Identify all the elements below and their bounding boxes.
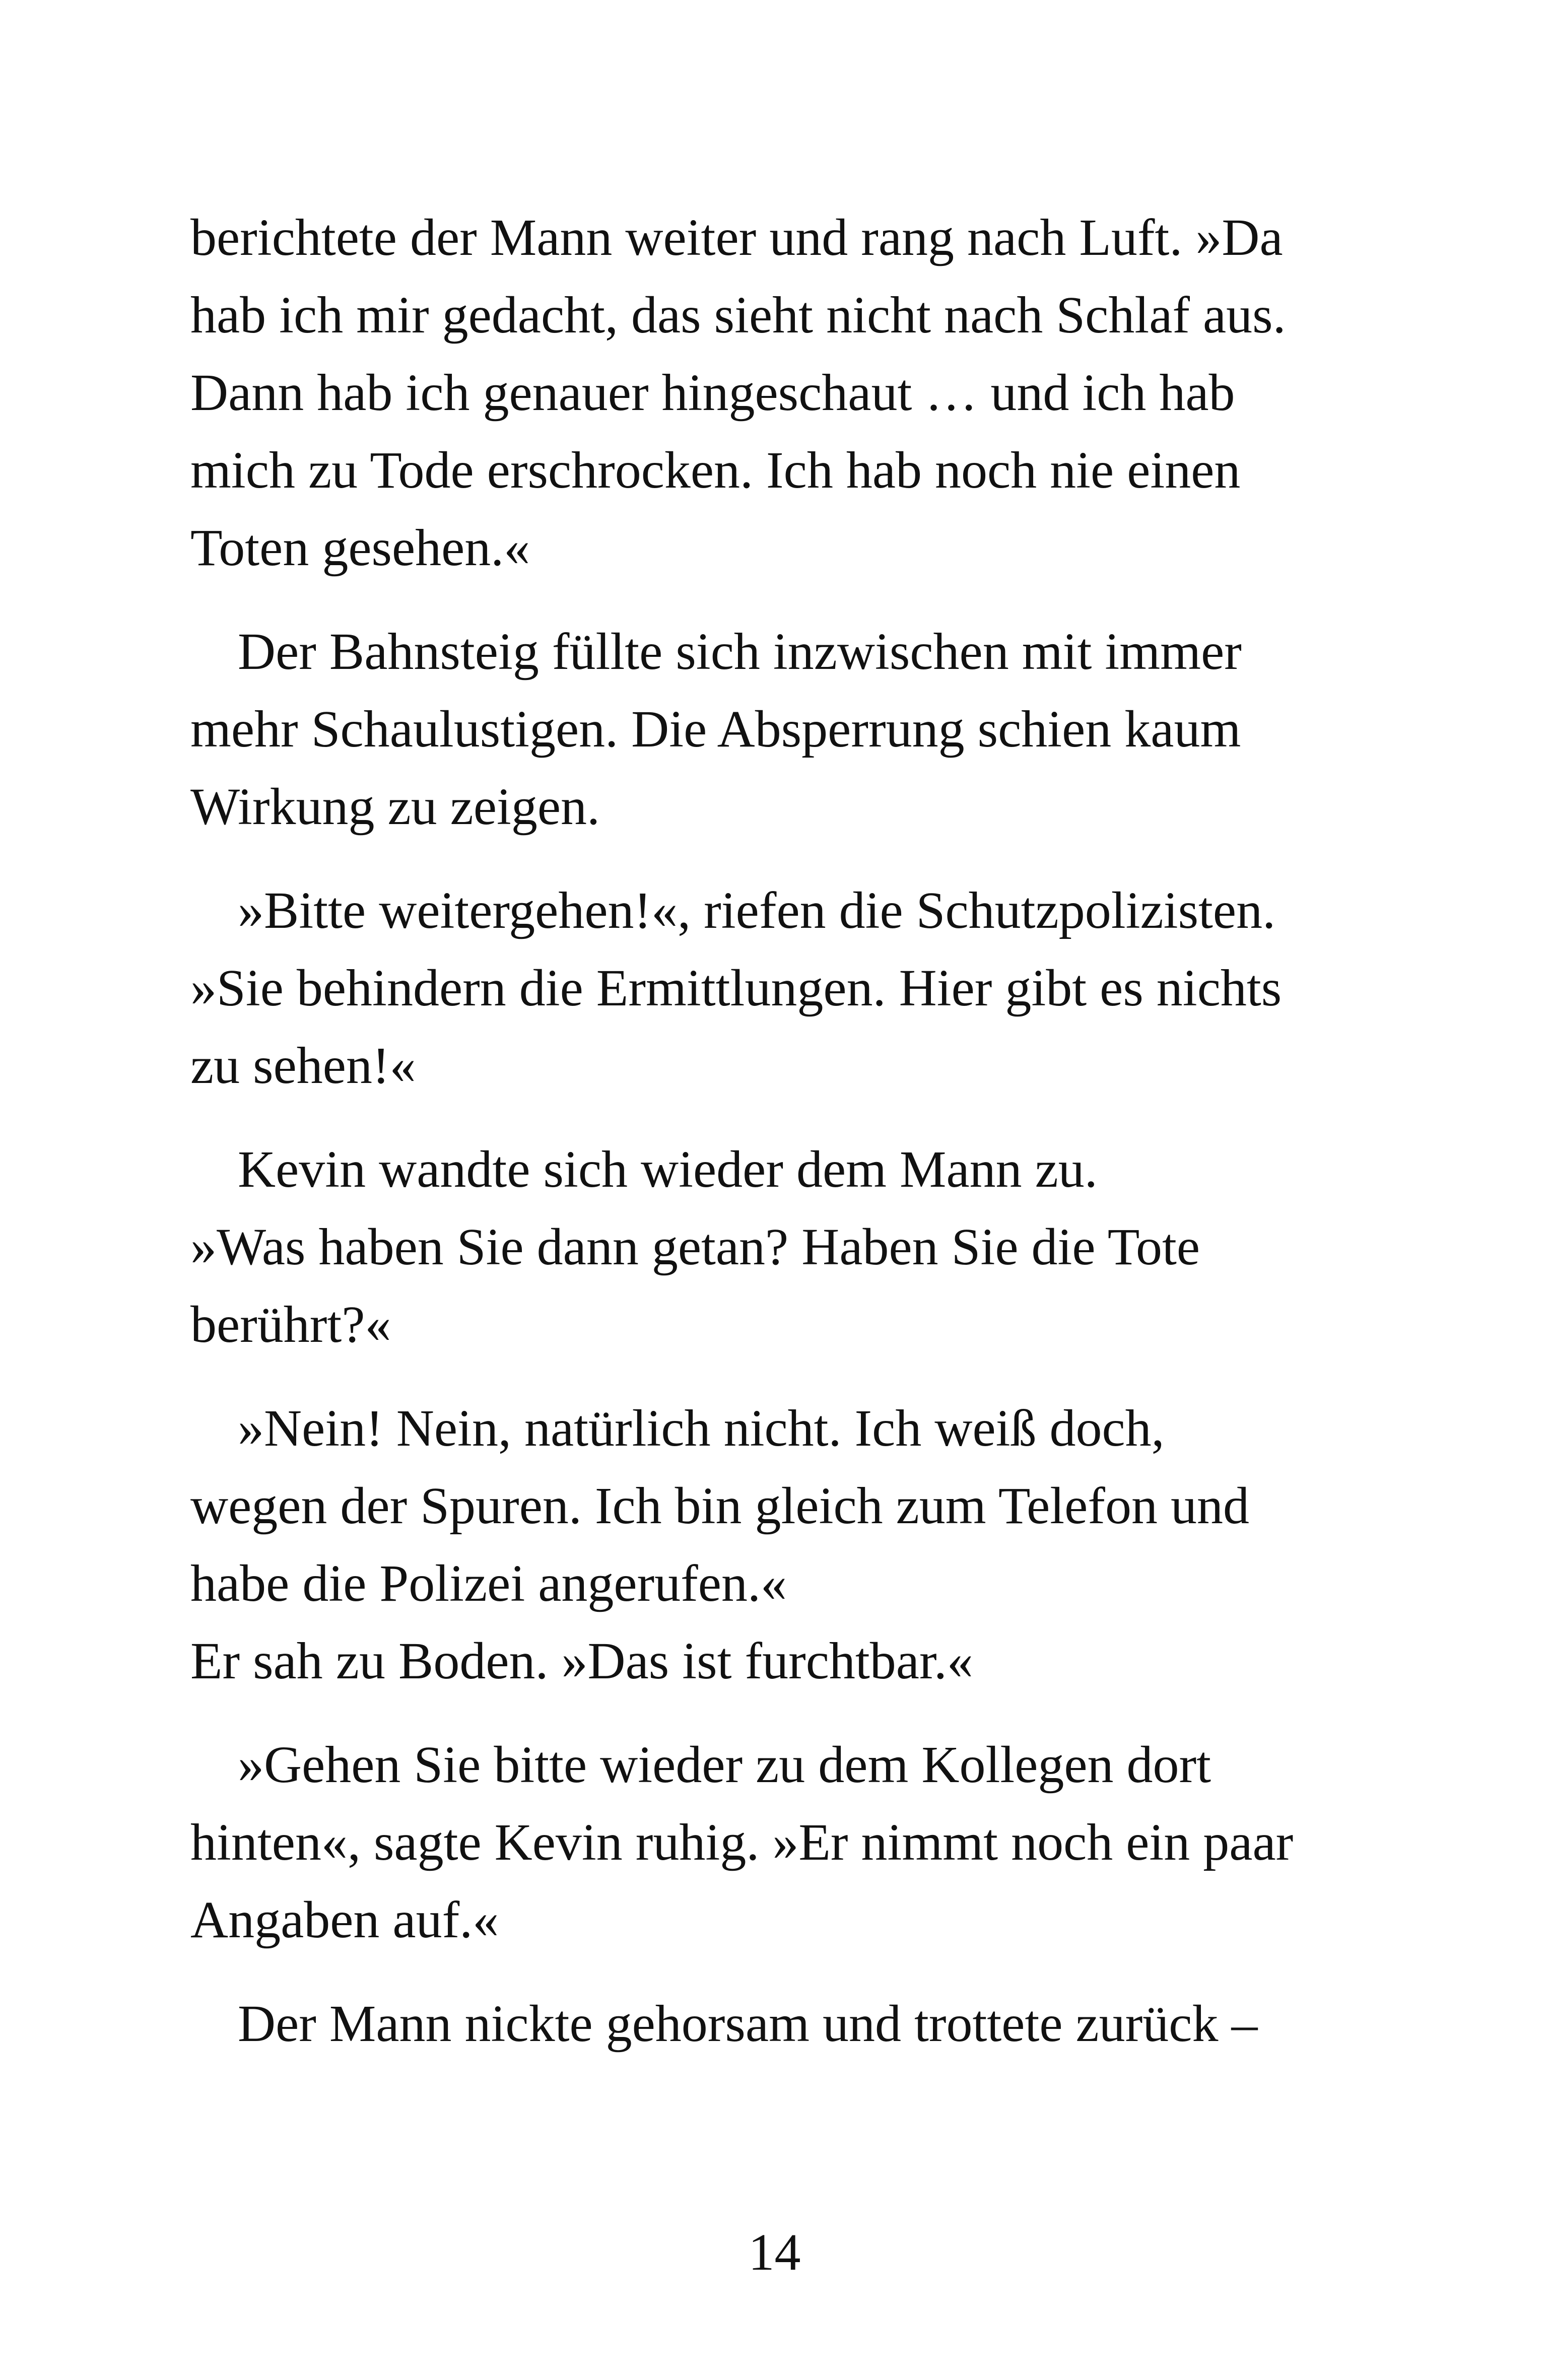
- text-line: Wirkung zu zeigen.: [190, 778, 600, 836]
- text-line: wegen der Spuren. Ich bin gleich zum Telefon und: [190, 1477, 1249, 1535]
- page-number: 14: [748, 2223, 801, 2281]
- text-line: Kevin wandte sich wieder dem Mann zu.: [238, 1140, 1098, 1198]
- text-line: »Nein! Nein, natürlich nicht. Ich weiß doch,: [238, 1399, 1165, 1457]
- text-line: »Was haben Sie dann getan? Haben Sie die Tote: [190, 1218, 1200, 1276]
- paragraph-6: [190, 1622, 1359, 1700]
- text-line: mehr Schaulustigen. Die Absperrung schien kaum: [190, 700, 1241, 758]
- text-line: mich zu Tode erschrocken. Ich hab noch nie einen: [190, 441, 1241, 499]
- paragraph-5: [190, 1390, 1359, 1622]
- paragraph-8: [190, 1985, 1359, 2063]
- text-line: hinten«, sagte Kevin ruhig. »Er nimmt noch ein paar: [190, 1813, 1294, 1871]
- text-line: Toten gesehen.«: [190, 519, 530, 577]
- text-line: Der Mann nickte gehorsam und trottete zurück –: [238, 1995, 1258, 2053]
- paragraph-3: [190, 872, 1359, 1105]
- text-line: hab ich mir gedacht, das sieht nicht nach Schlaf aus.: [190, 286, 1286, 344]
- paragraph-7: [190, 1726, 1359, 1959]
- text-line: berührt?«: [190, 1296, 391, 1353]
- paragraph-2: [190, 613, 1359, 846]
- text-line: »Gehen Sie bitte wieder zu dem Kollegen dort: [238, 1736, 1211, 1794]
- text-line: berichtete der Mann weiter und rang nach Luft. »Da: [190, 209, 1283, 266]
- text-line: habe die Polizei angerufen.«: [190, 1554, 787, 1612]
- text-line: »Sie behindern die Ermittlungen. Hier gibt es nichts: [190, 959, 1282, 1017]
- text-line: »Bitte weitergehen!«, riefen die Schutzpolizisten.: [238, 881, 1276, 939]
- text-line: zu sehen!«: [190, 1037, 416, 1095]
- text-line: Dann hab ich genauer hingeschaut … und ich hab: [190, 364, 1235, 422]
- text-line: Er sah zu Boden. »Das ist furchtbar.«: [190, 1632, 973, 1690]
- paragraph-4: [190, 1131, 1359, 1364]
- body-text: [190, 199, 1359, 2089]
- text-line: Der Bahnsteig füllte sich inzwischen mit immer: [238, 623, 1242, 681]
- text-line: Angaben auf.«: [190, 1891, 499, 1949]
- paragraph-1: [190, 199, 1359, 587]
